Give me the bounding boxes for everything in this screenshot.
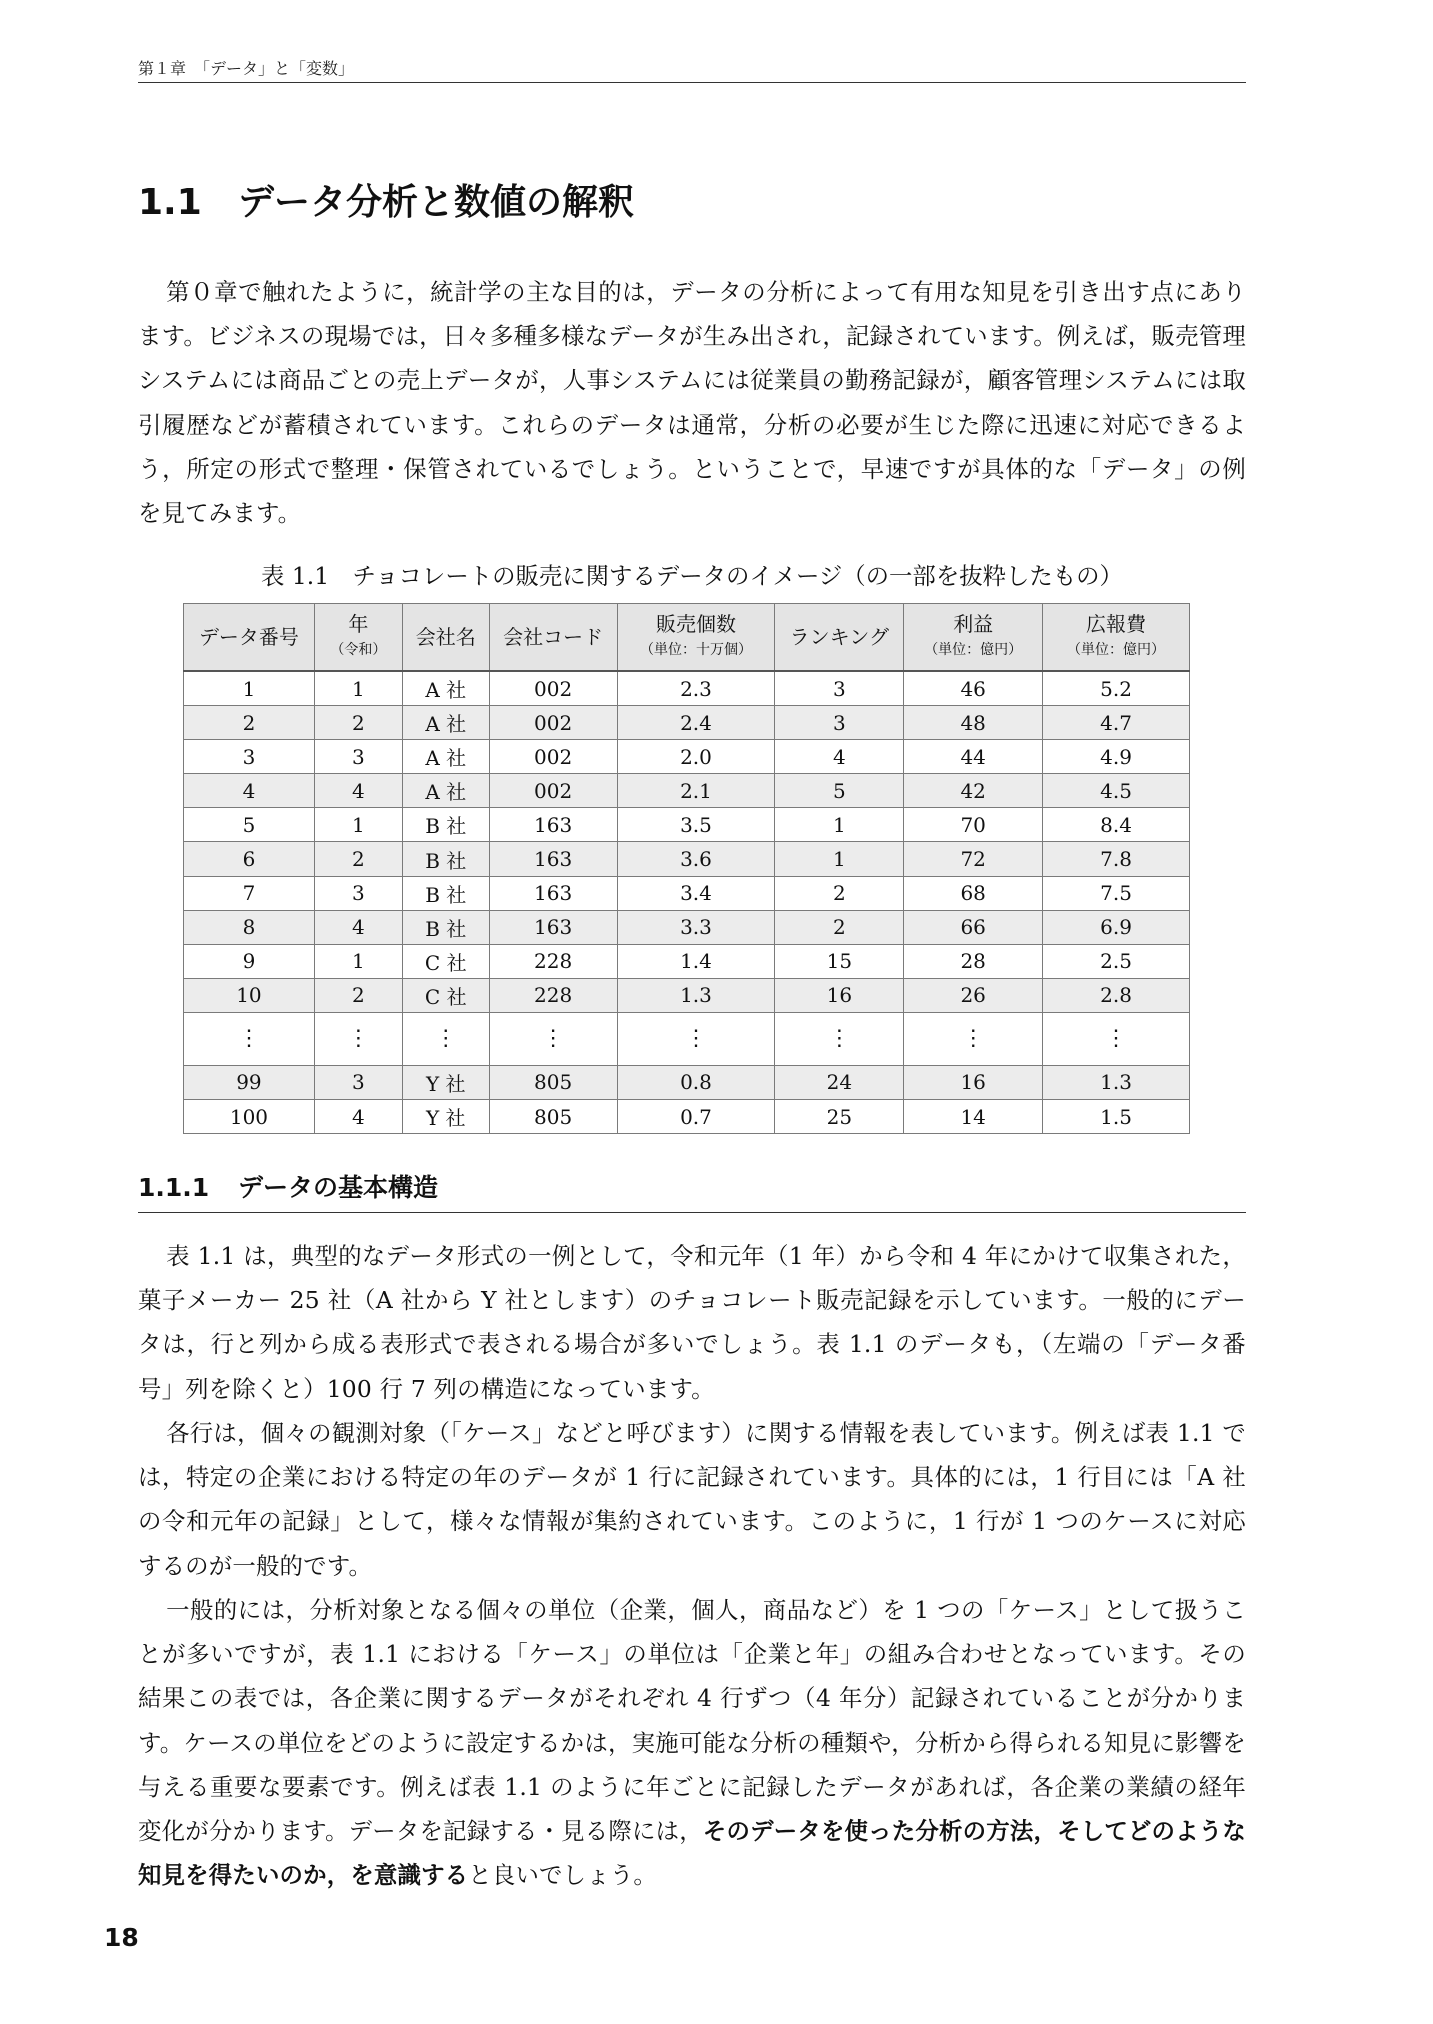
table-cell: Y 社 (402, 1100, 489, 1134)
column-header (489, 604, 617, 672)
table-cell: 3.4 (617, 876, 775, 910)
column-header-unit: （単位：十万個） (639, 642, 752, 658)
section-title (138, 178, 634, 228)
table-cell: 1 (184, 671, 315, 706)
table-cell: 3 (314, 1065, 402, 1099)
emphasis-text: そのデータを使った分析の方法，そしてどのような知見を得たいのか，を意識する (138, 1817, 1246, 1890)
table-cell: 4 (184, 774, 315, 808)
table-cell: ⋮ (775, 1012, 904, 1065)
table-cell: 163 (489, 842, 617, 876)
table-cell: 8.4 (1043, 808, 1190, 842)
table-cell: 3 (775, 671, 904, 706)
table-cell: 5.2 (1043, 671, 1190, 706)
table-cell: 16 (775, 978, 904, 1012)
table-cell: 100 (184, 1100, 315, 1134)
table-body (184, 671, 1190, 1134)
table-cell: 163 (489, 876, 617, 910)
table-cell: 002 (489, 706, 617, 740)
table-cell: 15 (775, 944, 904, 978)
table-cell: 68 (904, 876, 1043, 910)
table-cell: 42 (904, 774, 1043, 808)
table-cell: 4 (314, 1100, 402, 1134)
column-header-label: 会社コード (503, 625, 604, 649)
subsection-number: 1.1.1 (138, 1173, 210, 1202)
table-cell: 1.4 (617, 944, 775, 978)
table-cell: 6.9 (1043, 910, 1190, 944)
paragraph-text: 一般的には，分析対象となる個々の単位（企業，個人，商品など）を 1 つの「ケース」として扱うことが多いですが，表 1.1 における「ケース」の単位は「企業と年」の組み合わせとなっています。その結果この表では，各企業に関するデータがそれぞれ 4 行ずつ（4 年分）記録されていることが分かります。ケースの単位をどのように設定するかは，実施可能な分析の種類や，分析から得られる知見に影響を与える重要な要素です。例えば表 1.1 のように年ごとに記録したデータがあれば，各企業の業績の経年変化が分かります。データを記録する・見る際には， (138, 1596, 1246, 1846)
paragraph-tail: と良いでしょう。 (468, 1861, 658, 1890)
table-cell: A 社 (402, 671, 489, 706)
column-header-label: 広報費 (1086, 612, 1147, 636)
section-title-text: データ分析と数値の解釈 (238, 182, 635, 223)
table-cell: A 社 (402, 774, 489, 808)
table-cell: 805 (489, 1100, 617, 1134)
column-header-unit: （令和） (330, 642, 387, 658)
column-header (184, 604, 315, 672)
column-header-label: ランキング (789, 625, 890, 649)
table-cell: 1.3 (617, 978, 775, 1012)
table-cell: 1 (775, 842, 904, 876)
table-cell: ⋮ (314, 1012, 402, 1065)
section-number: 1.1 (138, 182, 202, 223)
column-header-unit: （単位：億円） (924, 642, 1023, 658)
table-cell: 66 (904, 910, 1043, 944)
table-row (184, 842, 1190, 876)
table-row (184, 944, 1190, 978)
intro-paragraph: 第０章で触れたように，統計学の主な目的は，データの分析によって有用な知見を引き出す点にあります。ビジネスの現場では，日々多種多様なデータが生み出され，記録されています。例えば，販売管理システムには商品ごとの売上データが，人事システムには従業員の勤務記録が，顧客管理システムには取引履歴などが蓄積されています。これらのデータは通常，分析の必要が生じた際に迅速に対応できるよう，所定の形式で整理・保管されているでしょう。ということで，早速ですが具体的な「データ」の例を見てみます。 (138, 278, 1246, 528)
table-cell: 72 (904, 842, 1043, 876)
table-cell: 4.5 (1043, 774, 1190, 808)
table-cell: 7 (184, 876, 315, 910)
column-header (314, 604, 402, 672)
table-row (184, 671, 1190, 706)
table-cell: C 社 (402, 978, 489, 1012)
table-cell: 44 (904, 740, 1043, 774)
column-header-label: 販売個数 (655, 612, 736, 636)
table-cell: ⋮ (489, 1012, 617, 1065)
table-row (184, 978, 1190, 1012)
table-row (184, 1012, 1190, 1065)
running-head: 第１章 「データ」と「変数」 (138, 58, 1246, 83)
table-cell: 26 (904, 978, 1043, 1012)
table-cell: 3 (775, 706, 904, 740)
table-cell: 2.4 (617, 706, 775, 740)
table-cell: 1 (314, 944, 402, 978)
column-header-label: データ番号 (198, 625, 299, 649)
body-paragraph-2: 各行は，個々の観測対象（「ケース」などと呼びます）に関する情報を表しています。例えば表 1.1 では，特定の企業における特定の年のデータが 1 行に記録されています。具体的には，1 行目には「A 社の令和元年の記録」として，様々な情報が集約されています。このように，1 行が 1 つのケースに対応するのが一般的です。 (138, 1419, 1246, 1580)
table-cell: ⋮ (1043, 1012, 1190, 1065)
table-cell: 3.5 (617, 808, 775, 842)
table-row (184, 808, 1190, 842)
table-cell: 1 (314, 808, 402, 842)
table-cell: 3 (314, 740, 402, 774)
table-cell: 228 (489, 978, 617, 1012)
table-cell: B 社 (402, 808, 489, 842)
table-row (184, 1065, 1190, 1099)
subsection-title-text: データの基本構造 (238, 1173, 439, 1202)
table-row (184, 876, 1190, 910)
table-cell: 002 (489, 774, 617, 808)
table-cell: 1 (314, 671, 402, 706)
data-table (183, 603, 1190, 1134)
table-cell: 0.8 (617, 1065, 775, 1099)
table-cell: 2.8 (1043, 978, 1190, 1012)
column-header (402, 604, 489, 672)
table-cell: 25 (775, 1100, 904, 1134)
table-cell: 3 (314, 876, 402, 910)
table-cell: 4.9 (1043, 740, 1190, 774)
column-header (617, 604, 775, 672)
column-header-label: 年 (348, 612, 369, 636)
table-cell: 10 (184, 978, 315, 1012)
table-cell: 228 (489, 944, 617, 978)
table-cell: 002 (489, 740, 617, 774)
table-cell: 002 (489, 671, 617, 706)
table-cell: 2 (184, 706, 315, 740)
table-cell: 3.6 (617, 842, 775, 876)
table-cell: 1.3 (1043, 1065, 1190, 1099)
table-cell: 1.5 (1043, 1100, 1190, 1134)
table-cell: 163 (489, 808, 617, 842)
table-cell: 16 (904, 1065, 1043, 1099)
table-cell: 2 (775, 876, 904, 910)
subsection-title (138, 1168, 1246, 1213)
table-cell: 4 (775, 740, 904, 774)
table-cell: 5 (184, 808, 315, 842)
column-header (1043, 604, 1190, 672)
table-cell: 5 (775, 774, 904, 808)
column-header (904, 604, 1043, 672)
table-cell: 0.7 (617, 1100, 775, 1134)
table-cell: 4.7 (1043, 706, 1190, 740)
table-cell: 3.3 (617, 910, 775, 944)
table-cell: 2.0 (617, 740, 775, 774)
table-cell: 7.8 (1043, 842, 1190, 876)
table-cell: 48 (904, 706, 1043, 740)
table-cell: 2.3 (617, 671, 775, 706)
column-header-label: 利益 (953, 612, 994, 636)
table-cell: 7.5 (1043, 876, 1190, 910)
table-cell: 8 (184, 910, 315, 944)
table-cell: 163 (489, 910, 617, 944)
table-cell: ⋮ (402, 1012, 489, 1065)
body-paragraph-3 (138, 1588, 1246, 1897)
table-cell: B 社 (402, 910, 489, 944)
body-paragraph-1: 表 1.1 は，典型的なデータ形式の一例として，令和元年（1 年）から令和 4 年にかけて収集された，菓子メーカー 25 社（A 社から Y 社とします）のチョコレート販売記録を示しています。一般的にデータは，行と列から成る表形式で表される場合が多いでしょう。表 1.1 のデータも，（左端の「データ番号」列を除くと）100 行 7 列の構造になっています。 (138, 1242, 1246, 1403)
table-cell: C 社 (402, 944, 489, 978)
table-cell: 28 (904, 944, 1043, 978)
table-cell: ⋮ (617, 1012, 775, 1065)
table-cell: 9 (184, 944, 315, 978)
table-cell: 6 (184, 842, 315, 876)
table-cell: Y 社 (402, 1065, 489, 1099)
table-cell: 2.1 (617, 774, 775, 808)
table-cell: 2 (314, 706, 402, 740)
table-cell: 805 (489, 1065, 617, 1099)
table-header-row (184, 604, 1190, 672)
table-caption: 表 1.1 チョコレートの販売に関するデータのイメージ（の一部を抜粋したもの） (261, 562, 1123, 590)
table-cell: A 社 (402, 740, 489, 774)
table-cell: B 社 (402, 842, 489, 876)
table-row (184, 910, 1190, 944)
page-number: 18 (104, 1923, 139, 1952)
table-cell: 3 (184, 740, 315, 774)
table-cell: 24 (775, 1065, 904, 1099)
table-cell: 4 (314, 910, 402, 944)
column-header-label: 会社名 (415, 625, 476, 649)
table-cell: 2.5 (1043, 944, 1190, 978)
table-row (184, 740, 1190, 774)
column-header-unit: （単位：億円） (1067, 642, 1166, 658)
column-header (775, 604, 904, 672)
table-cell: 2 (775, 910, 904, 944)
table-row (184, 1100, 1190, 1134)
table-cell: ⋮ (184, 1012, 315, 1065)
table-cell: A 社 (402, 706, 489, 740)
table-cell: B 社 (402, 876, 489, 910)
table-cell: 14 (904, 1100, 1043, 1134)
table-row (184, 706, 1190, 740)
table-cell: 2 (314, 842, 402, 876)
table-row (184, 774, 1190, 808)
table-cell: 4 (314, 774, 402, 808)
table-cell: ⋮ (904, 1012, 1043, 1065)
table-cell: 2 (314, 978, 402, 1012)
table-cell: 46 (904, 671, 1043, 706)
table-cell: 99 (184, 1065, 315, 1099)
table-cell: 70 (904, 808, 1043, 842)
table-cell: 1 (775, 808, 904, 842)
